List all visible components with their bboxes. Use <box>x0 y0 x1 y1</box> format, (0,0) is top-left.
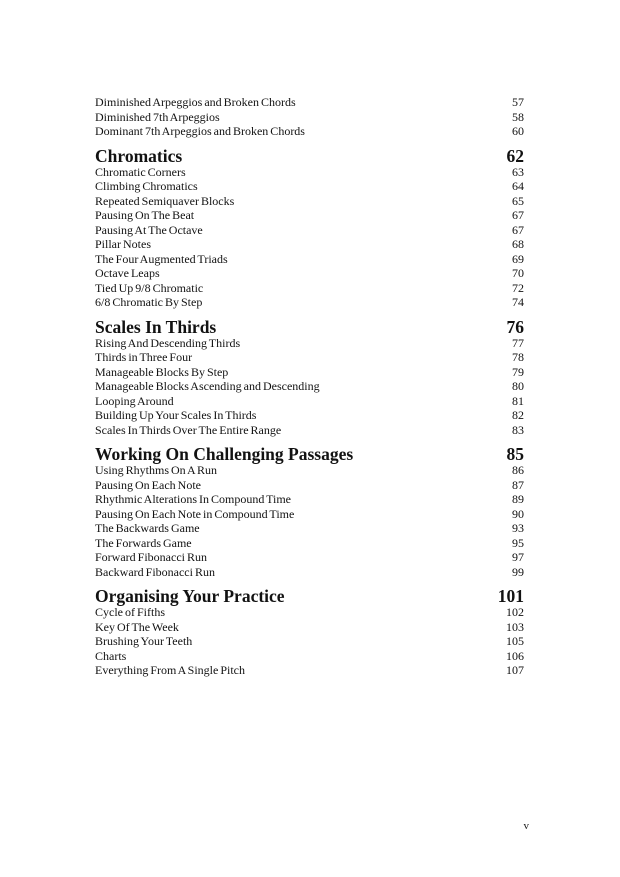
toc-entry[interactable] <box>95 281 524 296</box>
toc-entry[interactable] <box>95 194 524 209</box>
toc-entry-title: Charts <box>95 648 127 663</box>
toc-entry[interactable] <box>95 165 524 180</box>
toc-entry-title: Climbing Chromatics <box>95 179 198 193</box>
page-number-footer: v <box>523 820 529 832</box>
toc-entry-title: Thirds in Three Four <box>95 350 193 364</box>
toc-entry-title: Key Of The Week <box>95 619 179 634</box>
toc-entry-page-number: 90 <box>512 506 524 521</box>
toc-entry-title: Looping Around <box>95 393 174 408</box>
toc-entry-page-number: 81 <box>512 393 524 408</box>
toc-entry-title: The Backwards Game <box>95 521 200 535</box>
toc-entry-page-number: 74 <box>512 295 524 309</box>
toc-entry[interactable] <box>95 492 524 507</box>
toc-entry[interactable] <box>95 252 524 267</box>
toc-entry-title: Manageable Blocks By Step <box>95 364 229 379</box>
toc-entry-page-number: 63 <box>512 164 524 179</box>
toc-entry-title: Pausing At The Octave <box>95 222 203 237</box>
toc-entry-title: Pausing On The Beat <box>95 208 195 222</box>
toc-entry[interactable] <box>95 620 524 635</box>
toc-entry-title: Repeated Semiquaver Blocks <box>95 193 235 208</box>
table-of-contents <box>95 95 524 678</box>
toc-entry[interactable] <box>95 295 524 310</box>
toc-entry-page-number: 82 <box>512 408 524 422</box>
toc-entry[interactable] <box>95 394 524 409</box>
toc-entry[interactable] <box>95 536 524 551</box>
toc-entry-page-number: 99 <box>512 564 524 579</box>
toc-entry-page-number: 67 <box>512 208 524 222</box>
toc-heading-page-number: 101 <box>497 586 524 606</box>
toc-entry-title: Cycle of Fifths <box>95 605 165 619</box>
toc-heading-page-number: 76 <box>506 316 524 337</box>
toc-entry[interactable] <box>95 365 524 380</box>
toc-entry-page-number: 105 <box>506 634 524 648</box>
toc-entry-title: Rising And Descending Thirds <box>95 335 241 350</box>
toc-entry[interactable] <box>95 124 524 139</box>
toc-entry-title: Forward Fibonacci Run <box>95 550 207 564</box>
toc-entry-title: Backward Fibonacci Run <box>95 564 215 579</box>
toc-entry-title: The Forwards Game <box>95 535 192 550</box>
toc-entry-page-number: 80 <box>512 379 524 393</box>
toc-section-heading[interactable] <box>95 445 524 463</box>
toc-heading-title: Working On Challenging Passages <box>95 444 354 464</box>
toc-entry[interactable] <box>95 521 524 536</box>
toc-entry-title: Dominant 7th Arpeggios and Broken Chords <box>95 124 305 138</box>
toc-entry[interactable] <box>95 423 524 438</box>
toc-entry[interactable] <box>95 550 524 565</box>
toc-entry[interactable] <box>95 336 524 351</box>
toc-entry-page-number: 57 <box>512 95 524 109</box>
toc-entry-page-number: 68 <box>512 237 524 251</box>
toc-entry-title: The Four Augmented Triads <box>95 251 228 266</box>
toc-entry[interactable] <box>95 634 524 649</box>
toc-entry-page-number: 58 <box>512 109 524 124</box>
toc-entry-title: Building Up Your Scales In Thirds <box>95 408 257 422</box>
toc-entry-page-number: 87 <box>512 477 524 492</box>
toc-heading-title: Scales In Thirds <box>95 316 217 337</box>
toc-entry-page-number: 77 <box>512 335 524 350</box>
toc-entry-page-number: 95 <box>512 535 524 550</box>
toc-entry-title: Everything From A Single Pitch <box>95 663 246 677</box>
toc-entry-page-number: 103 <box>506 619 524 634</box>
toc-entry[interactable] <box>95 237 524 252</box>
toc-entry-title: Scales In Thirds Over The Entire Range <box>95 422 282 437</box>
toc-entry-title: Chromatic Corners <box>95 164 186 179</box>
toc-entry[interactable] <box>95 408 524 423</box>
toc-section-heading[interactable] <box>95 147 524 165</box>
toc-entry-page-number: 67 <box>512 222 524 237</box>
toc-entry-title: Octave Leaps <box>95 266 160 280</box>
toc-entry-page-number: 78 <box>512 350 524 364</box>
toc-entry[interactable] <box>95 266 524 281</box>
toc-entry[interactable] <box>95 663 524 678</box>
toc-entry-page-number: 72 <box>512 280 524 295</box>
toc-entry-page-number: 79 <box>512 364 524 379</box>
toc-entry-page-number: 83 <box>512 422 524 437</box>
toc-entry-page-number: 69 <box>512 251 524 266</box>
toc-entry-title: Tied Up 9/8 Chromatic <box>95 280 204 295</box>
toc-entry-title: Pausing On Each Note in Compound Time <box>95 506 295 521</box>
toc-entry-title: Rhythmic Alterations In Compound Time <box>95 492 292 506</box>
toc-entry[interactable] <box>95 565 524 580</box>
toc-entry-page-number: 86 <box>512 463 524 477</box>
toc-entry-title: Diminished 7th Arpeggios <box>95 109 220 124</box>
toc-entry[interactable] <box>95 223 524 238</box>
toc-entry-page-number: 60 <box>512 124 524 138</box>
toc-entry-page-number: 107 <box>506 663 524 677</box>
toc-entry[interactable] <box>95 605 524 620</box>
toc-entry-page-number: 93 <box>512 521 524 535</box>
toc-entry[interactable] <box>95 463 524 478</box>
toc-entry-title: 6/8 Chromatic By Step <box>95 295 203 309</box>
toc-entry-title: Brushing Your Teeth <box>95 634 193 648</box>
toc-entry[interactable] <box>95 478 524 493</box>
toc-entry[interactable] <box>95 507 524 522</box>
toc-entry-page-number: 64 <box>512 179 524 193</box>
toc-section-heading[interactable] <box>95 318 524 336</box>
toc-entry-title: Using Rhythms On A Run <box>95 463 218 477</box>
toc-section-heading[interactable] <box>95 587 524 605</box>
toc-entry[interactable] <box>95 110 524 125</box>
toc-heading-title: Organising Your Practice <box>95 586 285 606</box>
toc-entry-title: Pausing On Each Note <box>95 477 201 492</box>
toc-entry-page-number: 102 <box>506 605 524 619</box>
toc-entry[interactable] <box>95 379 524 394</box>
toc-entry-title: Diminished Arpeggios and Broken Chords <box>95 95 296 109</box>
toc-entry[interactable] <box>95 208 524 223</box>
toc-heading-page-number: 62 <box>506 145 524 166</box>
toc-entry[interactable] <box>95 95 524 110</box>
toc-entry-title: Manageable Blocks Ascending and Descending <box>95 379 320 393</box>
toc-entry-page-number: 89 <box>512 492 524 506</box>
toc-entry-title: Pillar Notes <box>95 237 151 251</box>
toc-entry[interactable] <box>95 649 524 664</box>
toc-entry[interactable] <box>95 179 524 194</box>
toc-entry-page-number: 97 <box>512 550 524 564</box>
toc-entry-page-number: 70 <box>512 266 524 280</box>
toc-heading-title: Chromatics <box>95 145 183 166</box>
toc-heading-page-number: 85 <box>506 444 524 464</box>
toc-entry-page-number: 106 <box>506 648 524 663</box>
toc-entry-page-number: 65 <box>512 193 524 208</box>
toc-entry[interactable] <box>95 350 524 365</box>
